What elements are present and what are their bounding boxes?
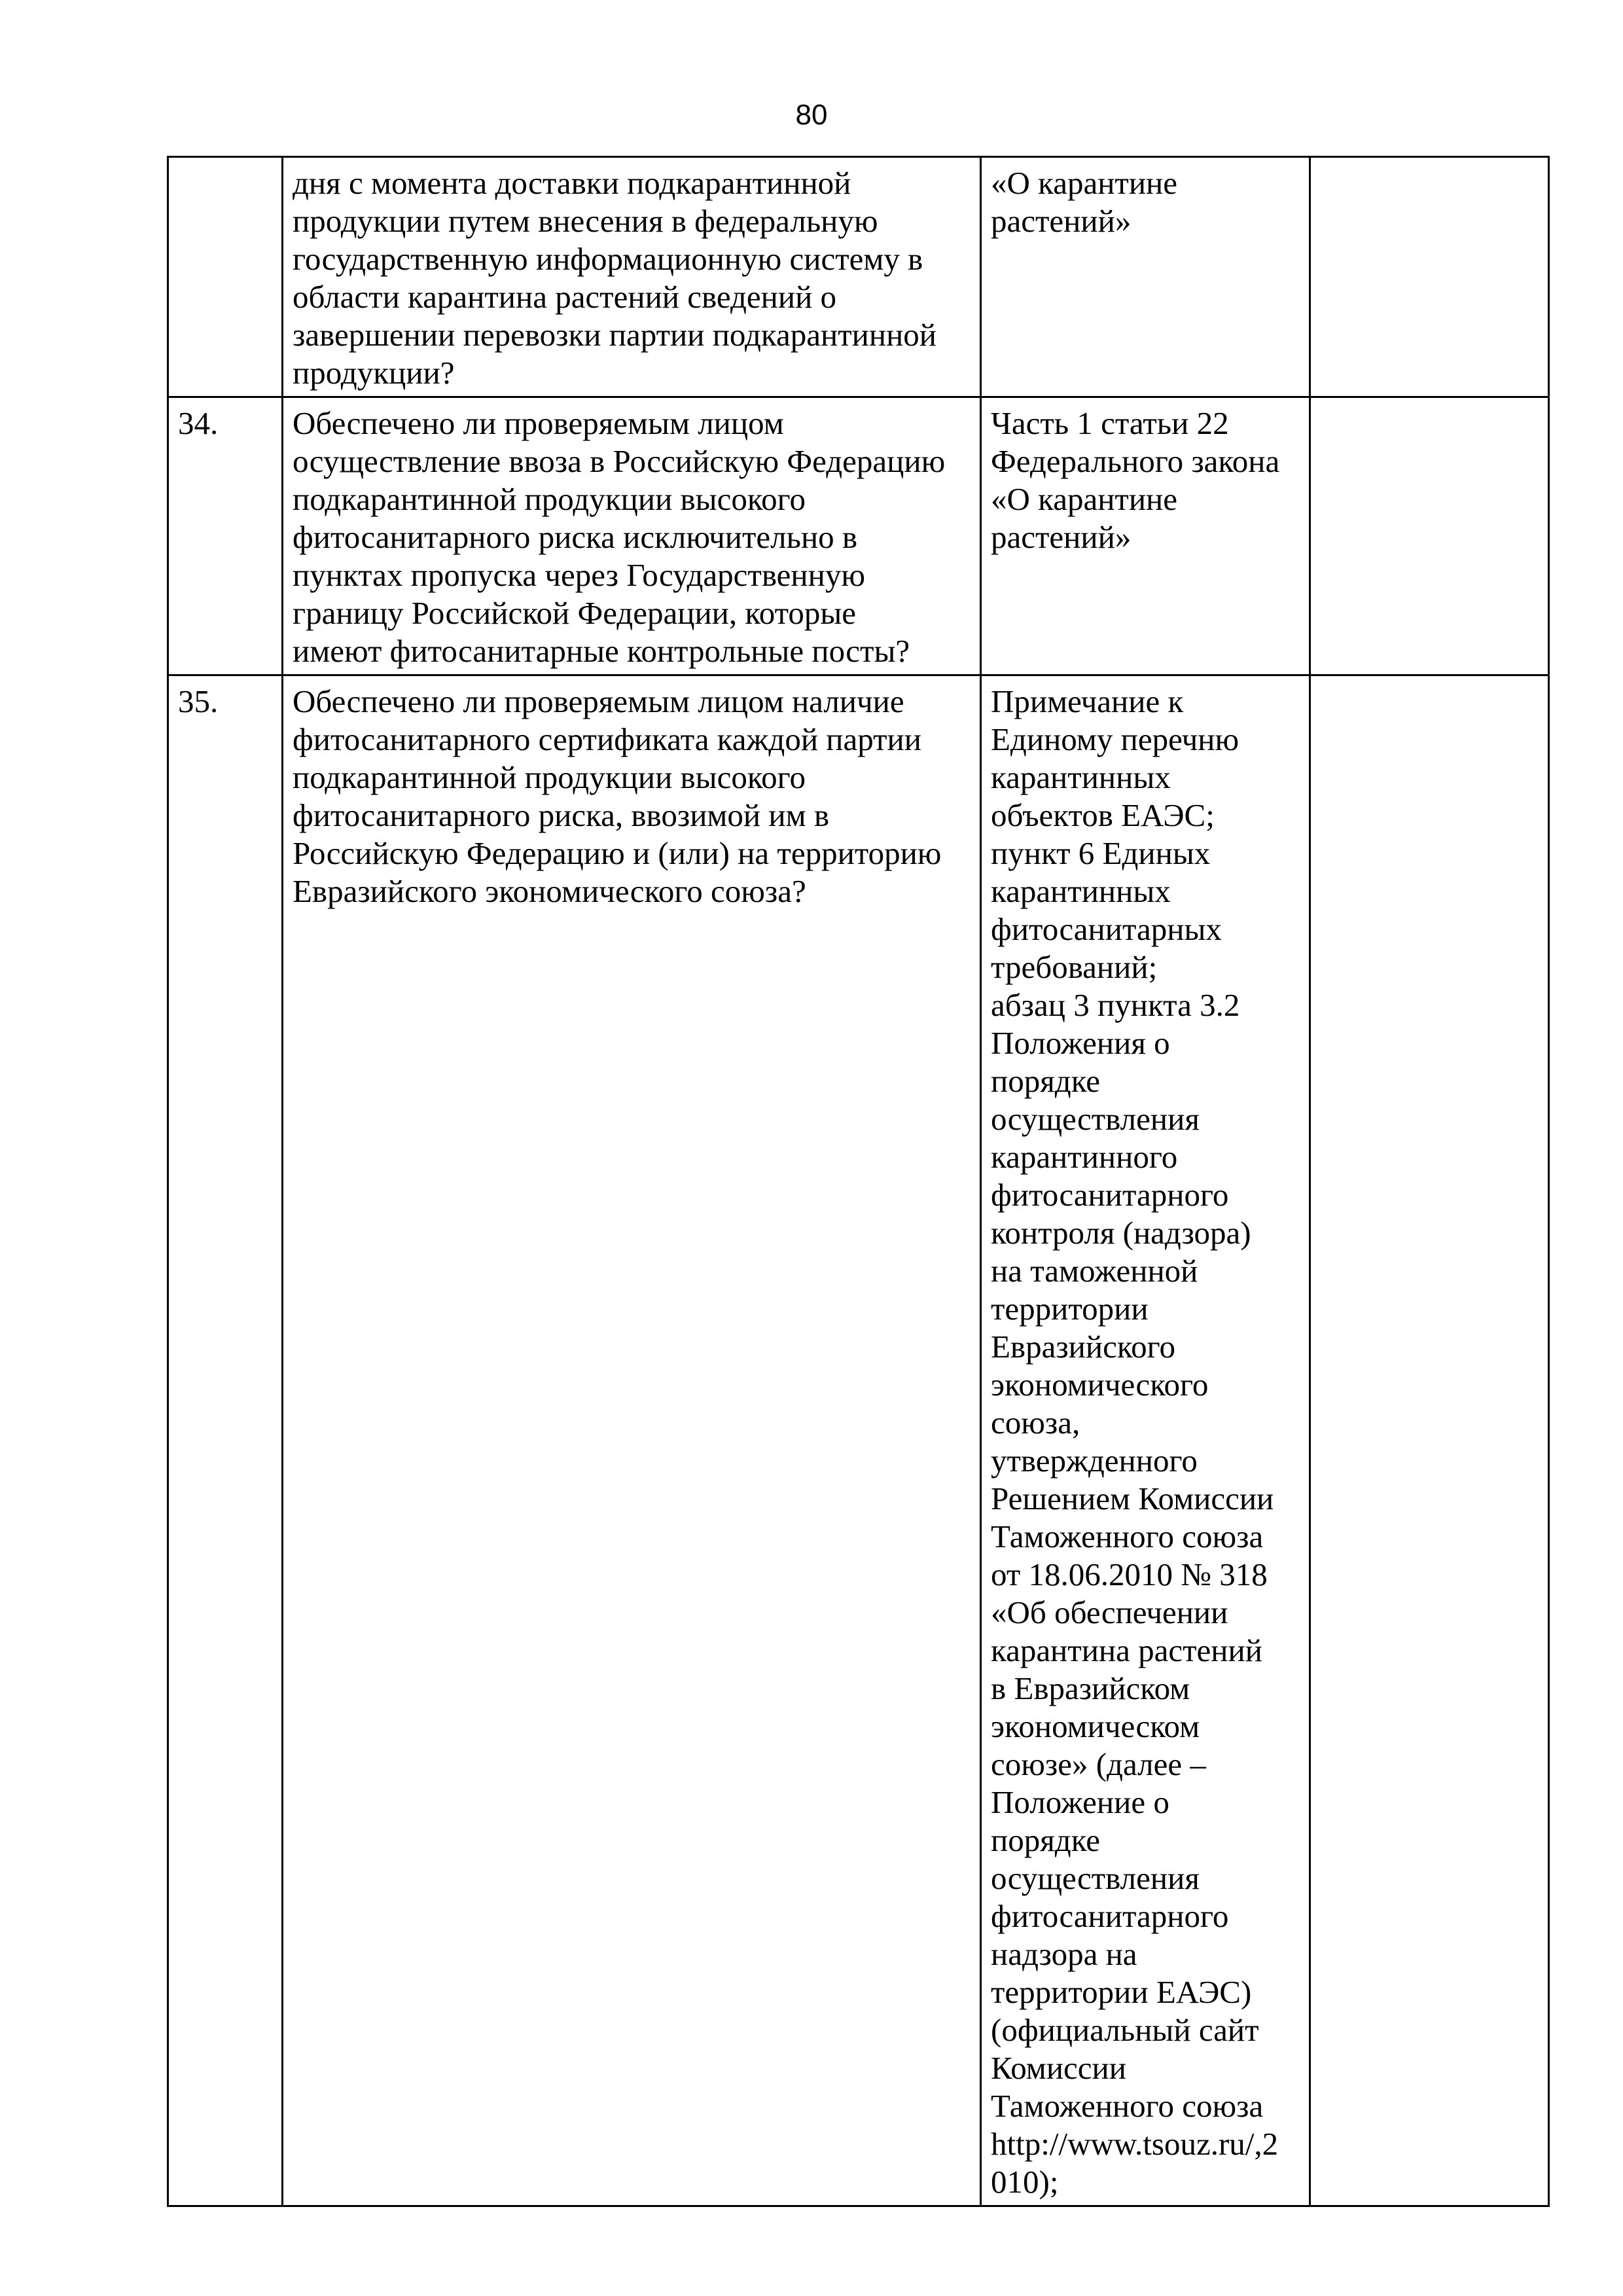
answer-cell — [1310, 157, 1549, 397]
question-line: фитосанитарного риска исключительно в — [293, 519, 858, 555]
question-line: осуществление ввоза в Российскую Федерацию — [293, 443, 946, 479]
legal-reference-line: растений» — [991, 203, 1132, 239]
legal-reference-line: порядке — [991, 1063, 1101, 1099]
question-line: дня с момента доставки подкарантинной — [293, 165, 851, 201]
question-line: продукции? — [293, 355, 455, 391]
legal-reference-line: фитосанитарных — [991, 911, 1222, 947]
legal-reference-line: Положение о — [991, 1784, 1169, 1820]
row-number: 34. — [168, 397, 283, 675]
legal-reference-line: союзе» (далее – — [991, 1746, 1206, 1782]
legal-reference-line: Таможенного союза — [991, 2088, 1264, 2124]
question-cell — [283, 157, 981, 397]
legal-reference-line: на таможенной — [991, 1253, 1198, 1289]
legal-reference-line: от 18.06.2010 № 318 — [991, 1556, 1268, 1592]
legal-reference-line: «Об обеспечении — [991, 1594, 1228, 1630]
page-number: 80 — [795, 99, 828, 131]
legal-reference-line: фитосанитарного — [991, 1177, 1229, 1213]
legal-reference-line: осуществления — [991, 1101, 1200, 1137]
legal-reference-cell — [981, 157, 1310, 397]
question-cell — [283, 675, 981, 2206]
legal-reference-line: Комиссии — [991, 2050, 1126, 2086]
question-line: границу Российской Федерации, которые — [293, 595, 857, 631]
table-row — [168, 397, 1549, 675]
legal-reference-line: территории — [991, 1291, 1149, 1327]
legal-reference-cell — [981, 397, 1310, 675]
legal-reference-line: Евразийского — [991, 1329, 1176, 1365]
checklist-table — [167, 156, 1550, 2207]
legal-reference-line: контроля (надзора) — [991, 1215, 1251, 1251]
legal-reference-line: (официальный сайт — [991, 2012, 1259, 2048]
legal-reference-line: экономического — [991, 1367, 1209, 1403]
question-line: Обеспечено ли проверяемым лицом наличие — [293, 683, 904, 719]
legal-reference-line: абзац 3 пункта 3.2 — [991, 987, 1240, 1023]
row-number — [168, 157, 283, 397]
question-line: завершении перевозки партии подкарантинной — [293, 317, 937, 353]
question-line: фитосанитарного сертификата каждой партии — [293, 721, 921, 757]
legal-reference-line: «О карантине — [991, 165, 1178, 201]
legal-reference-line: пункт 6 Единых — [991, 835, 1211, 871]
legal-reference-line: http://www.tsouz.ru/,2 — [991, 2126, 1279, 2162]
question-line: Евразийского экономического союза? — [293, 873, 806, 909]
legal-reference-line: карантина растений — [991, 1632, 1262, 1668]
question-line: Обеспечено ли проверяемым лицом — [293, 405, 784, 441]
table-row — [168, 157, 1549, 397]
legal-reference-line: требований; — [991, 949, 1158, 985]
legal-reference-line: объектов ЕАЭС; — [991, 797, 1215, 833]
question-line: Российскую Федерацию и (или) на территорию — [293, 835, 942, 871]
legal-reference-line: фитосанитарного — [991, 1898, 1229, 1934]
legal-reference-line: Решением Комиссии — [991, 1480, 1274, 1516]
question-line: фитосанитарного риска, ввозимой им в — [293, 797, 830, 833]
question-line: продукции путем внесения в федеральную — [293, 203, 878, 239]
legal-reference-line: утвержденного — [991, 1443, 1198, 1479]
table-row — [168, 675, 1549, 2206]
legal-reference-line: Положения о — [991, 1025, 1170, 1061]
question-line: государственную информационную систему в — [293, 241, 923, 277]
legal-reference-line: осуществления — [991, 1860, 1200, 1896]
question-cell — [283, 397, 981, 675]
legal-reference-line: карантинного — [991, 1139, 1178, 1175]
legal-reference-line: территории ЕАЭС) — [991, 1974, 1252, 2010]
legal-reference-line: Часть 1 статьи 22 — [991, 405, 1229, 441]
legal-reference-line: карантинных — [991, 759, 1171, 795]
question-line: пунктах пропуска через Государственную — [293, 557, 865, 593]
answer-cell — [1310, 675, 1549, 2206]
question-line: подкарантинной продукции высокого — [293, 759, 806, 795]
legal-reference-line: 010); — [991, 2164, 1059, 2200]
legal-reference-line: карантинных — [991, 873, 1171, 909]
legal-reference-line: экономическом — [991, 1708, 1200, 1744]
legal-reference-line: растений» — [991, 519, 1132, 555]
legal-reference-line: Единому перечню — [991, 721, 1240, 757]
legal-reference-line: порядке — [991, 1822, 1101, 1858]
legal-reference-line: надзора на — [991, 1936, 1137, 1972]
legal-reference-cell — [981, 675, 1310, 2206]
row-number: 35. — [168, 675, 283, 2206]
question-line: подкарантинной продукции высокого — [293, 481, 806, 517]
question-line: имеют фитосанитарные контрольные посты? — [293, 633, 910, 669]
legal-reference-line: союза, — [991, 1405, 1080, 1441]
answer-cell — [1310, 397, 1549, 675]
legal-reference-line: Примечание к — [991, 683, 1184, 719]
legal-reference-line: «О карантине — [991, 481, 1178, 517]
question-line: области карантина растений сведений о — [293, 279, 837, 315]
legal-reference-line: в Евразийском — [991, 1670, 1190, 1706]
legal-reference-line: Таможенного союза — [991, 1518, 1264, 1554]
legal-reference-line: Федерального закона — [991, 443, 1280, 479]
